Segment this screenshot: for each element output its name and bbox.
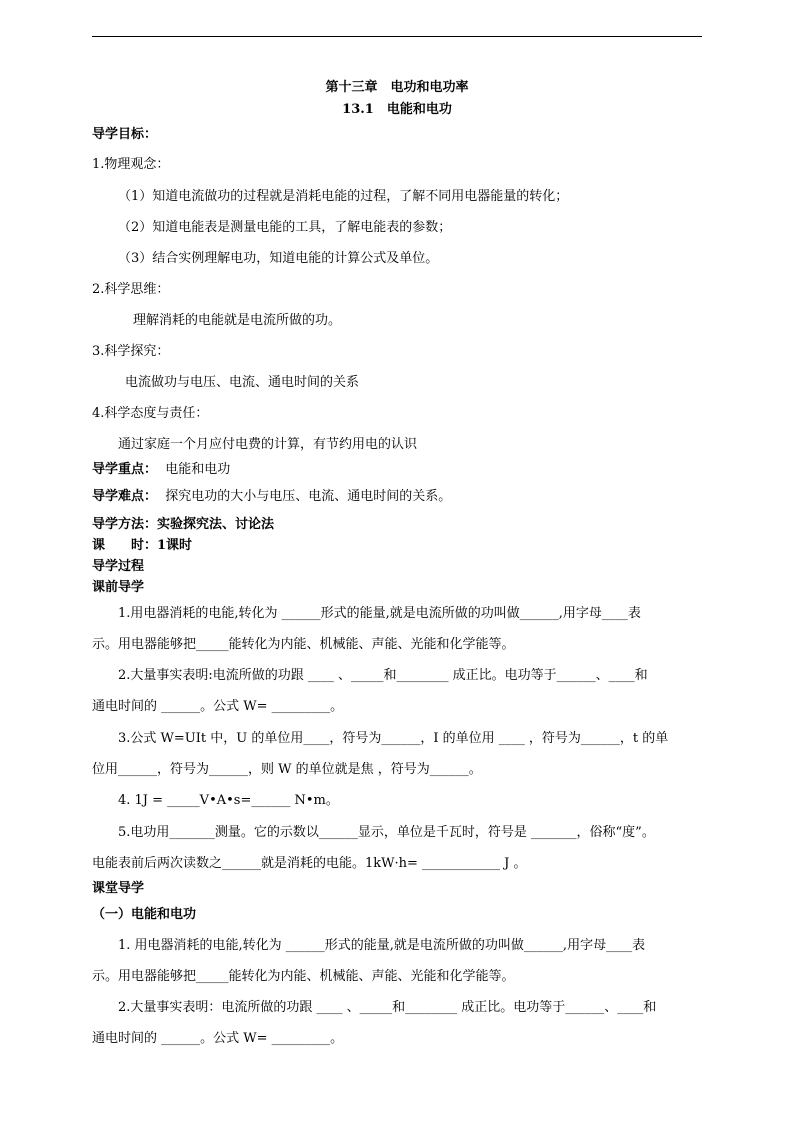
objective-item-3-text: 电流做功与电压、电流、通电时间的关系 xyxy=(125,375,360,390)
in-q2-line2: 通电时间的 ______。公式 W= _________。 xyxy=(92,1031,344,1046)
objective-item-1b: （2）知道电能表是测量电能的工具，了解电能表的参数； xyxy=(118,220,452,235)
pre-q5-line2: 电能表前后两次读数之______就是消耗的电能。1kW·h= ____________ J 。 xyxy=(92,856,527,871)
objective-item-4-text: 通过家庭一个月应付电费的计算，有节约用电的认识 xyxy=(118,437,418,452)
objective-item-4: 4.科学态度与责任： xyxy=(92,406,209,421)
pre-q5-line1: 5.电功用_______测量。它的示数以______显示，单位是千瓦时，符号是 _______，俗称“度”。 xyxy=(118,825,655,840)
objective-item-1a: （1）知道电流做功的过程就是消耗电能的过程，了解不同用电器能量的转化； xyxy=(118,189,569,204)
in-class-heading: 课堂导学 xyxy=(92,881,145,896)
pre-class-heading: 课前导学 xyxy=(92,580,145,595)
process-heading: 导学过程 xyxy=(92,559,145,574)
pre-q4: 4. 1J = _____V•A•s=______ N•m。 xyxy=(118,793,339,808)
pre-q2-line1: 2.大量事实表明:电流所做的功跟 ____ 、_____和________ 成正比。电功等于______、____和 xyxy=(118,668,648,683)
in-class-subheading: （一）电能和电功 xyxy=(92,907,197,922)
pre-q2-line2: 通电时间的 ______。公式 W= _________。 xyxy=(92,699,344,714)
key-point xyxy=(92,462,230,478)
section-title: 13.1 电能和电功 xyxy=(342,102,452,117)
objective-item-2-text: 理解消耗的电能就是电流所做的功。 xyxy=(133,313,342,328)
key-point-text: 电能和电功 xyxy=(165,462,231,477)
pre-q3-line2: 位用______，符号为______，则 W 的单位就是焦 ，符号为______。 xyxy=(92,762,482,777)
pre-q1-line2: 示。用电器能够把_____能转化为内能、机械能、声能、光能和化学能等。 xyxy=(92,637,515,652)
in-q2-line1: 2.大量事实表明：电流所做的功跟 ____ 、_____和________ 成正比。电功等于______、____和 xyxy=(118,1000,657,1015)
in-q1-line2: 示。用电器能够把_____能转化为内能、机械能、声能、光能和化学能等。 xyxy=(92,969,515,984)
objectives-heading: 导学目标： xyxy=(92,127,158,142)
pre-q3-line1: 3.公式 W=UIt 中，U 的单位用____，符号为______，I 的单位用 ____ ，符号为______，t 的单 xyxy=(118,731,669,746)
key-point-label: 导学重点： xyxy=(92,462,158,477)
pre-q1-line1: 1.用电器消耗的电能,转化为 ______形式的能量,就是电流所做的功叫做______,用字母____表 xyxy=(118,606,641,621)
header-rule xyxy=(92,36,702,37)
difficulty-text: 探究电功的大小与电压、电流、通电时间的关系。 xyxy=(165,489,452,504)
objective-item-1c: （3）结合实例理解电功，知道电能的计算公式及单位。 xyxy=(118,251,439,266)
objective-item-1: 1.物理观念： xyxy=(92,157,170,172)
method-line: 导学方法：实验探究法、讨论法 xyxy=(92,517,275,532)
objective-item-2: 2.科学思维： xyxy=(92,282,170,297)
in-q1-line1: 1. 用电器消耗的电能,转化为 ______形式的能量,就是电流所做的功叫做______,用字母____表 xyxy=(118,938,646,953)
objective-item-3: 3.科学探究： xyxy=(92,344,170,359)
difficulty-label: 导学难点： xyxy=(92,489,158,504)
difficulty-point xyxy=(92,489,451,505)
chapter-title: 第十三章 电功和电功率 xyxy=(325,80,469,95)
period-line: 课 时：1课时 xyxy=(92,538,193,553)
